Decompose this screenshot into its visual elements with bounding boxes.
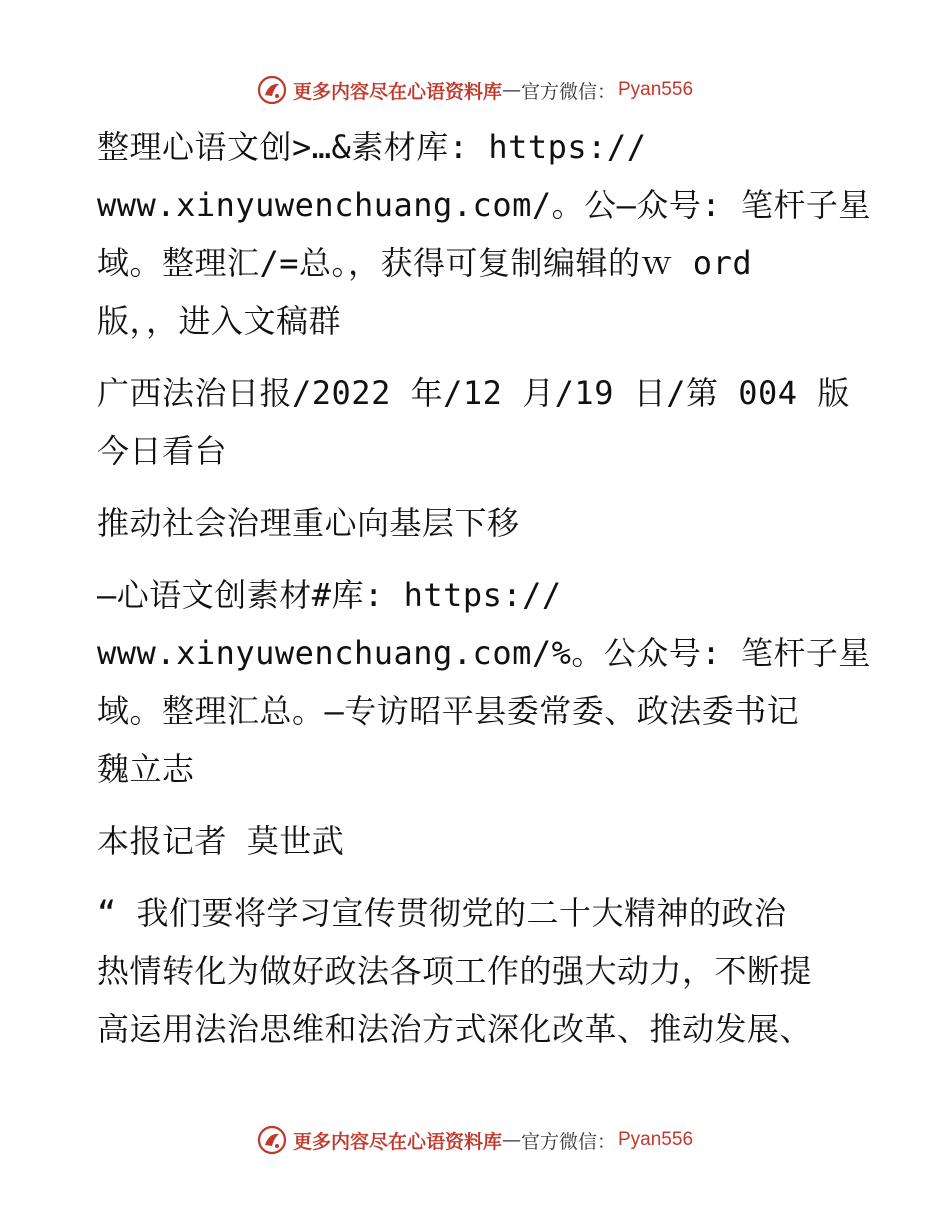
text-line: www.xinyuwenchuang.com/%。公众号: 笔杆子星 [97, 634, 871, 672]
banner-dash: — [501, 79, 521, 101]
text-line: 今日看台 [97, 432, 228, 470]
text-line: —心语文创素材#库: https:// [97, 576, 562, 614]
text-line: 域。整理汇/=总。，获得可复制编辑的ｗ ord [97, 244, 753, 282]
text-line: “ 我们要将学习宣传贯彻党的二十大精神的政治 [97, 894, 787, 932]
text-line: 广西法治日报/2022 年/12 月/19 日/第 004 版 [97, 374, 850, 412]
paragraph [97, 566, 871, 798]
text-line: 高运用法治思维和法治方式深化改革、推动发展、 [97, 1010, 813, 1048]
text-line: 魏立志 [97, 750, 195, 788]
banner-brand: 更多内容尽在心语资料库 [292, 1130, 502, 1153]
document-body [97, 118, 871, 1058]
banner-handle: Pyan556 [618, 1129, 694, 1150]
banner-official: 官方微信： [520, 1130, 616, 1153]
paragraph [97, 118, 871, 350]
banner-dash: — [501, 1129, 521, 1151]
seal-logo-icon [257, 75, 287, 105]
text-line: 热情转化为做好政法各项工作的强大动力，不断提 [97, 952, 813, 990]
banner-official: 官方微信： [520, 80, 616, 103]
article-title: 推动社会治理重心向基层下移 [97, 504, 520, 542]
header-banner [0, 70, 950, 110]
text-line: 版，，进入文稿群 [97, 302, 342, 340]
paragraph [97, 364, 857, 480]
banner-brand: 更多内容尽在心语资料库 [292, 80, 502, 103]
paragraph [97, 494, 857, 552]
paragraph [97, 884, 857, 1058]
paragraph [97, 812, 857, 870]
text-line: www.xinyuwenchuang.com/。公—众号: 笔杆子星 [97, 186, 871, 224]
byline: 本报记者 莫世武 [97, 822, 345, 860]
banner-handle: Pyan556 [618, 79, 694, 100]
footer-banner [0, 1120, 950, 1160]
text-line: 域。整理汇总。—专访昭平县委常委、政法委书记 [97, 692, 800, 730]
seal-logo-icon [257, 1125, 287, 1155]
text-line: 整理心语文创>…&素材库: https:// [97, 128, 647, 166]
